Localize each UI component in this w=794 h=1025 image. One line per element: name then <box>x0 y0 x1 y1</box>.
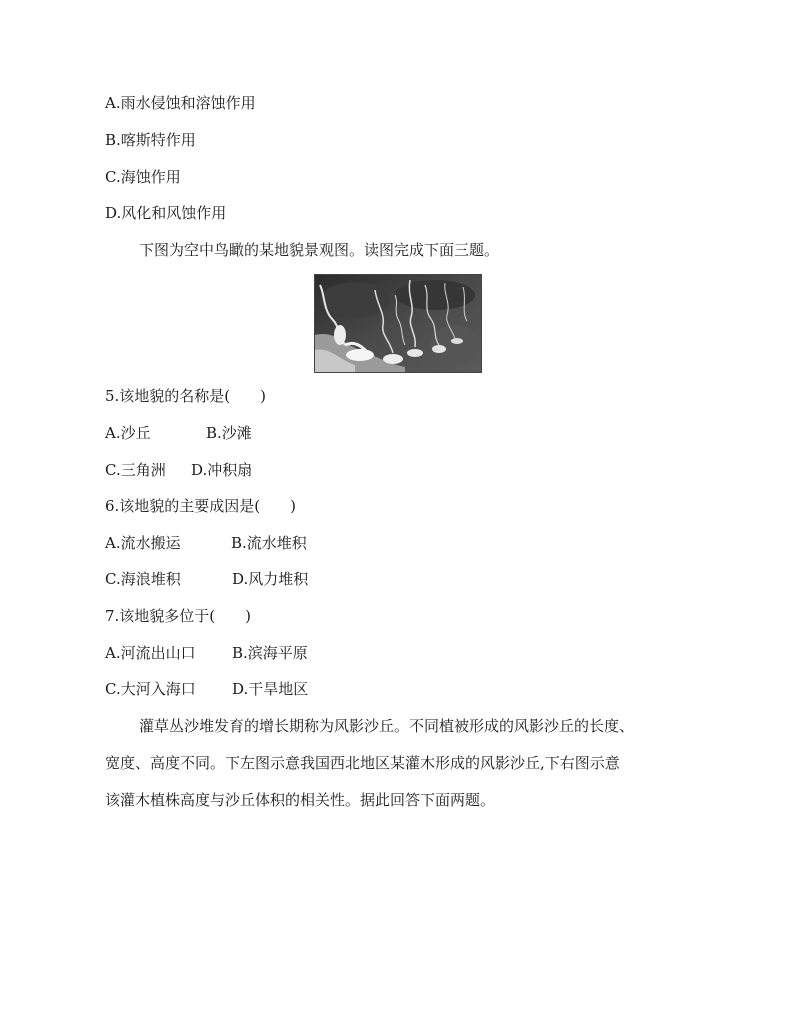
question-5-options-row-2 <box>105 460 252 480</box>
figure-intro-text: 下图为空中鸟瞰的某地貌景观图。读图完成下面三题。 <box>139 241 500 259</box>
question-7-options-row-2 <box>105 679 308 699</box>
q7-option-c: C.大河入海口 <box>105 680 196 698</box>
q6-option-c: C.海浪堆积 <box>105 570 181 588</box>
q7-option-a: A.河流出山口 <box>105 644 196 662</box>
question-5-options-row-1 <box>105 423 252 443</box>
q5-option-c: C.三角洲 <box>105 461 166 479</box>
q6-option-a: A.流水搬运 <box>105 534 181 552</box>
delta-aerial-image <box>314 274 482 373</box>
q7-option-b: B.滨海平原 <box>232 644 308 662</box>
q5-option-a: A.沙丘 <box>105 424 151 442</box>
option-d-prev: D.风化和风蚀作用 <box>105 204 227 222</box>
q7-option-d: D.干旱地区 <box>232 680 309 698</box>
question-6-options-row-1 <box>105 533 307 553</box>
question-7-options-row-1 <box>105 643 308 663</box>
question-5-stem: 5.该地貌的名称是( ) <box>105 387 267 405</box>
option-a-prev: A.雨水侵蚀和溶蚀作用 <box>105 94 256 112</box>
question-6-options-row-2 <box>105 569 308 589</box>
option-b-prev: B.喀斯特作用 <box>105 131 196 149</box>
passage-line-3: 该灌木植株高度与沙丘体积的相关性。据此回答下面两题。 <box>105 791 496 809</box>
question-6-stem: 6.该地貌的主要成因是( ) <box>105 497 297 515</box>
q5-option-d: D.冲积扇 <box>191 461 253 479</box>
question-7-stem: 7.该地貌多位于( ) <box>105 607 252 625</box>
q5-option-b: B.沙滩 <box>206 424 252 442</box>
delta-image-drawing <box>315 275 481 372</box>
passage-line-2: 宽度、高度不同。下左图示意我国西北地区某灌木形成的风影沙丘,下右图示意 <box>105 754 620 772</box>
q6-option-b: B.流水堆积 <box>231 534 307 552</box>
q6-option-d: D.风力堆积 <box>232 570 309 588</box>
passage-line-1: 灌草丛沙堆发育的增长期称为风影沙丘。不同植被形成的风影沙丘的长度、 <box>139 717 635 735</box>
option-c-prev: C.海蚀作用 <box>105 168 181 186</box>
